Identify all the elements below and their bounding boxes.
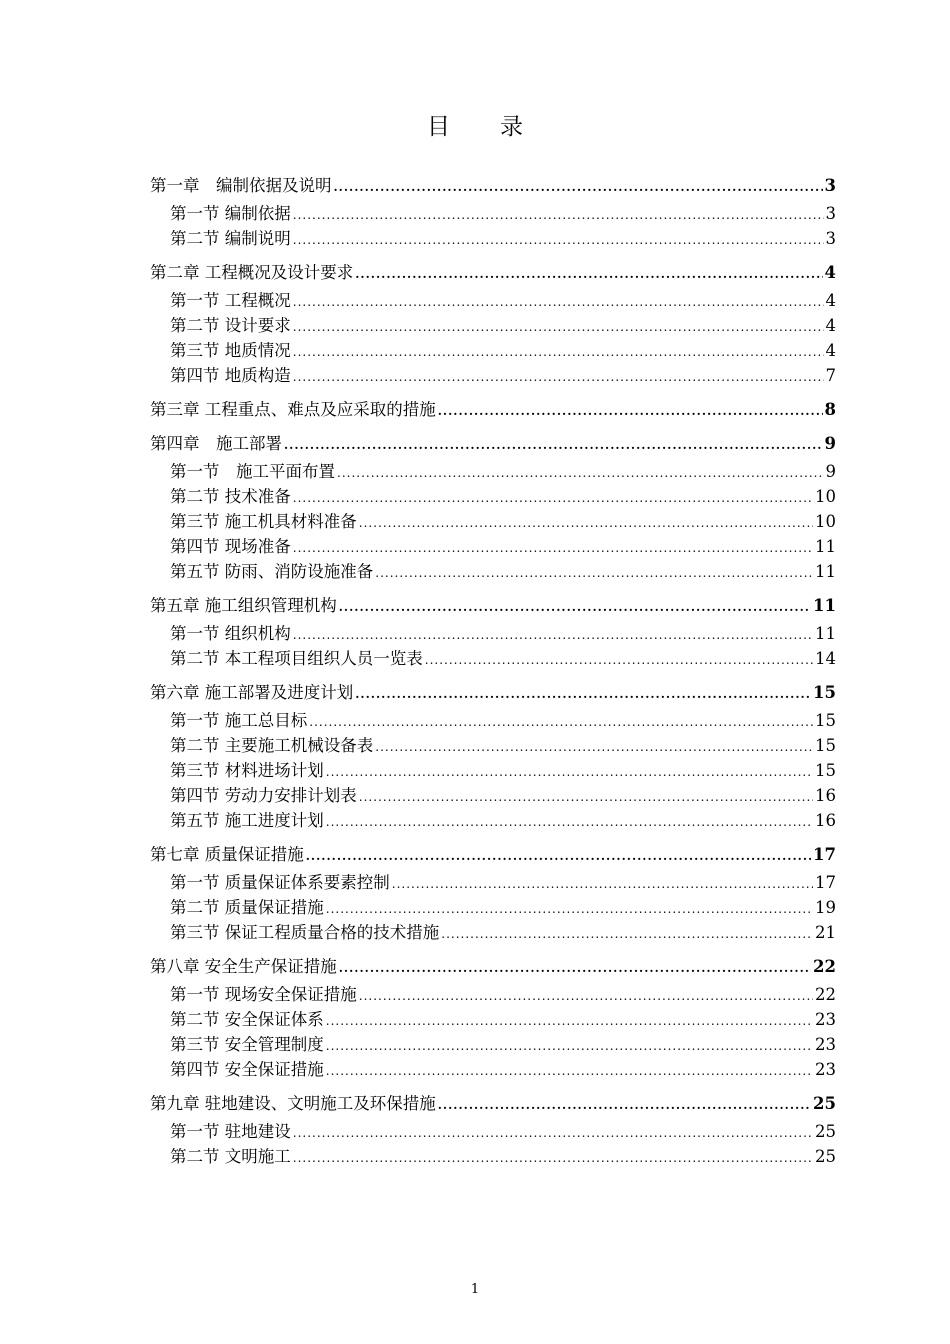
toc-dot-leader [293,370,824,384]
toc-entry-label: 第八章 安全生产保证措施 [150,957,337,976]
toc-entry-page: 14 [815,649,836,668]
toc-entry-page: 25 [815,1122,836,1141]
toc-dot-leader [326,902,813,916]
toc-section-entry[interactable] [150,620,836,645]
toc-entry-label: 第二节 安全保证体系 [170,1010,324,1029]
toc-entry-page: 11 [815,537,836,556]
toc-chapter-entry[interactable] [150,430,836,455]
toc-section-entry[interactable] [150,287,836,312]
toc-dot-leader [293,295,824,309]
toc-entry-label: 第二节 技术准备 [170,487,291,506]
toc-entry-page: 17 [813,845,836,864]
toc-entry-page: 25 [813,1094,836,1113]
table-of-contents [150,172,836,1168]
toc-section-entry[interactable] [150,362,836,387]
toc-entry-label: 第三节 安全管理制度 [170,1035,324,1054]
toc-dot-leader [293,233,824,247]
toc-section-entry[interactable] [150,1118,836,1143]
toc-dot-leader [438,404,823,418]
toc-entry-page: 3 [824,176,836,195]
toc-entry-page: 16 [815,811,836,830]
toc-entry-label: 第二节 本工程项目组织人员一览表 [170,649,423,668]
toc-section-entry[interactable] [150,533,836,558]
toc-section-entry[interactable] [150,981,836,1006]
toc-section-entry[interactable] [150,1006,836,1031]
toc-dot-leader [309,715,813,729]
toc-dot-leader [293,345,824,359]
toc-section-entry[interactable] [150,782,836,807]
toc-entry-label: 第四节 安全保证措施 [170,1060,324,1079]
toc-entry-label: 第五节 防雨、消防设施准备 [170,562,374,581]
toc-entry-page: 3 [825,204,836,223]
toc-entry-page: 23 [815,1035,836,1054]
toc-entry-label: 第三节 保证工程质量合格的技术措施 [170,923,440,942]
toc-entry-page: 11 [813,596,836,615]
toc-dot-leader [326,765,813,779]
toc-entry-page: 15 [813,683,836,702]
toc-entry-label: 第三章 工程重点、难点及应采取的措施 [150,400,436,419]
toc-dot-leader [392,877,813,891]
toc-chapter-entry[interactable] [150,953,836,978]
toc-entry-label: 第六章 施工部署及进度计划 [150,683,354,702]
toc-entry-page: 7 [825,366,836,385]
toc-dot-leader [375,566,813,580]
toc-chapter-entry[interactable] [150,841,836,866]
toc-entry-label: 第二节 主要施工机械设备表 [170,736,374,755]
toc-entry-label: 第三节 施工机具材料准备 [170,512,357,531]
toc-entry-page: 15 [815,736,836,755]
toc-entry-page: 19 [815,898,836,917]
toc-entry-page: 15 [815,761,836,780]
toc-entry-page: 9 [825,462,836,481]
toc-entry-page: 22 [813,957,836,976]
toc-dot-leader [359,790,813,804]
page-title: 目录 [427,114,573,140]
toc-dot-leader [293,1151,813,1165]
toc-entry-page: 15 [815,711,836,730]
toc-entry-page: 23 [815,1060,836,1079]
toc-entry-label: 第四节 现场准备 [170,537,291,556]
toc-dot-leader [355,267,822,281]
toc-entry-label: 第一节 组织机构 [170,624,291,643]
toc-entry-label: 第一节 施工平面布置 [170,462,335,481]
toc-entry-page: 9 [824,434,836,453]
toc-entry-label: 第三节 材料进场计划 [170,761,324,780]
toc-entry-page: 3 [825,229,836,248]
toc-section-entry[interactable] [150,1143,836,1168]
toc-dot-leader [284,438,823,452]
toc-chapter-entry[interactable] [150,1090,836,1115]
toc-entry-label: 第一节 现场安全保证措施 [170,985,357,1004]
toc-dot-leader [293,491,813,505]
toc-entry-label: 第七章 质量保证措施 [150,845,304,864]
toc-section-entry[interactable] [150,558,836,583]
toc-section-entry[interactable] [150,645,836,670]
toc-entry-page: 8 [824,400,836,419]
toc-section-entry[interactable] [150,869,836,894]
toc-entry-label: 第二节 编制说明 [170,229,291,248]
toc-entry-label: 第一节 质量保证体系要素控制 [170,873,390,892]
toc-entry-label: 第五章 施工组织管理机构 [150,596,337,615]
toc-dot-leader [355,687,811,701]
toc-dot-leader [375,740,813,754]
toc-entry-label: 第四节 劳动力安排计划表 [170,786,357,805]
toc-entry-page: 11 [815,562,836,581]
toc-dot-leader [438,1098,811,1112]
toc-entry-page: 21 [815,923,836,942]
toc-section-entry[interactable] [150,458,836,483]
toc-dot-leader [339,961,811,975]
page-number: 1 [470,1282,480,1297]
toc-dot-leader [334,180,823,194]
toc-entry-label: 第二节 设计要求 [170,316,291,335]
toc-dot-leader [293,541,813,555]
toc-dot-leader [293,628,813,642]
toc-entry-page: 17 [815,873,836,892]
toc-entry-label: 第四节 地质构造 [170,366,291,385]
toc-entry-page: 4 [825,341,836,360]
toc-section-entry[interactable] [150,894,836,919]
toc-section-entry[interactable] [150,312,836,337]
toc-section-entry[interactable] [150,757,836,782]
toc-entry-page: 25 [815,1147,836,1166]
toc-section-entry[interactable] [150,707,836,732]
toc-dot-leader [337,466,824,480]
toc-entry-page: 4 [825,291,836,310]
toc-dot-leader [293,1126,813,1140]
toc-entry-label: 第二章 工程概况及设计要求 [150,263,354,282]
toc-section-entry[interactable] [150,919,836,944]
toc-entry-label: 第二节 文明施工 [170,1147,291,1166]
toc-entry-page: 22 [815,985,836,1004]
toc-entry-page: 4 [825,316,836,335]
toc-dot-leader [339,600,811,614]
toc-entry-page: 16 [815,786,836,805]
toc-entry-label: 第一节 驻地建设 [170,1122,291,1141]
toc-chapter-entry[interactable] [150,679,836,704]
toc-section-entry[interactable] [150,483,836,508]
toc-entry-label: 第一节 工程概况 [170,291,291,310]
toc-entry-page: 10 [815,487,836,506]
toc-chapter-entry[interactable] [150,259,836,284]
toc-section-entry[interactable] [150,337,836,362]
toc-dot-leader [326,1014,813,1028]
toc-entry-page: 4 [824,263,836,282]
toc-dot-leader [293,208,824,222]
toc-section-entry[interactable] [150,807,836,832]
toc-section-entry[interactable] [150,732,836,757]
toc-dot-leader [306,849,811,863]
toc-dot-leader [326,815,813,829]
toc-entry-page: 23 [815,1010,836,1029]
toc-entry-page: 11 [815,624,836,643]
toc-section-entry[interactable] [150,225,836,250]
toc-chapter-entry[interactable] [150,172,836,197]
toc-dot-leader [359,989,813,1003]
toc-section-entry[interactable] [150,200,836,225]
toc-entry-label: 第一章 编制依据及说明 [150,176,332,195]
toc-entry-label: 第三节 地质情况 [170,341,291,360]
toc-section-entry[interactable] [150,1056,836,1081]
toc-dot-leader [359,516,813,530]
toc-entry-label: 第一节 编制依据 [170,204,291,223]
toc-dot-leader [425,653,813,667]
toc-entry-label: 第九章 驻地建设、文明施工及环保措施 [150,1094,436,1113]
toc-entry-label: 第四章 施工部署 [150,434,282,453]
toc-entry-label: 第一节 施工总目标 [170,711,308,730]
toc-dot-leader [441,927,813,941]
toc-dot-leader [326,1064,813,1078]
toc-entry-label: 第五节 施工进度计划 [170,811,324,830]
toc-entry-page: 10 [815,512,836,531]
toc-chapter-entry[interactable] [150,396,836,421]
toc-section-entry[interactable] [150,508,836,533]
toc-dot-leader [293,320,824,334]
toc-entry-label: 第二节 质量保证措施 [170,898,324,917]
toc-section-entry[interactable] [150,1031,836,1056]
toc-chapter-entry[interactable] [150,592,836,617]
toc-dot-leader [326,1039,813,1053]
